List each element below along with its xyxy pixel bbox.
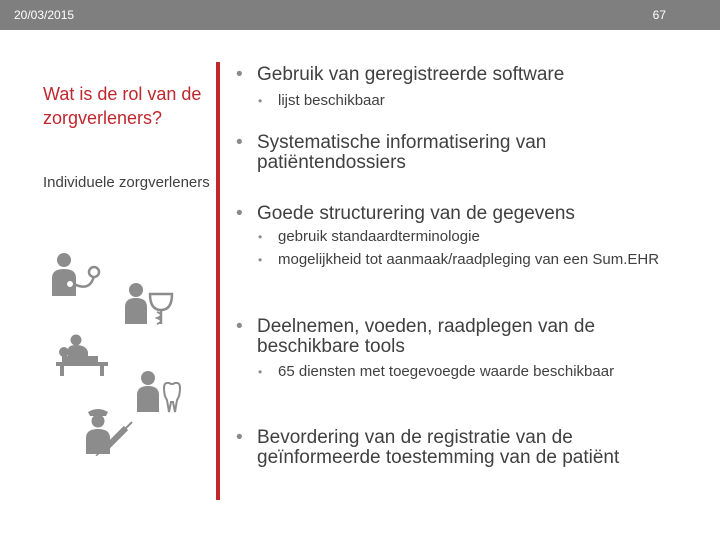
bullet-dot: •	[258, 230, 263, 244]
bullet-item: • Systematische informatisering van patiëntendossiers	[236, 132, 547, 173]
section-subtitle: Individuele zorgverleners	[43, 174, 210, 191]
bullet-dot: •	[258, 253, 263, 267]
vertical-divider	[216, 62, 220, 500]
nurse-syringe-icon	[84, 404, 134, 456]
bullet-dot: •	[258, 365, 263, 379]
doctor-stethoscope-icon	[50, 252, 106, 298]
patient-care-icon	[54, 334, 110, 376]
bullet-item: • Goede structurering van de gegevens	[236, 203, 575, 224]
bullet-dot: •	[236, 427, 243, 448]
slide-page-number: 67	[652, 8, 666, 22]
bullet-item: • Bevordering van de registratie van de geïnformeerde toestemming van de patiënt	[236, 427, 620, 468]
pharmacist-icon	[124, 282, 174, 326]
section-title: Wat is de rol van de zorgverleners?	[43, 84, 202, 128]
bullet-dot: •	[236, 316, 243, 337]
sub-bullet-item: • gebruik standaardterminologie	[258, 228, 480, 245]
slide-date: 20/03/2015	[14, 8, 75, 22]
bullet-dot: •	[236, 203, 243, 224]
bullet-dot: •	[236, 64, 243, 85]
sub-bullet-item: • 65 diensten met toegevoegde waarde beschikbaar	[258, 363, 615, 380]
bullet-item: • Gebruik van geregistreerde software	[236, 64, 565, 85]
sub-bullet-item: • mogelijkheid tot aanmaak/raadpleging van een Sum.EHR	[258, 251, 660, 268]
bullet-dot: •	[236, 132, 243, 153]
bullet-dot: •	[258, 94, 263, 108]
bullet-item: • Deelnemen, voeden, raadplegen van de beschikbare tools	[236, 316, 596, 357]
header-bar	[0, 0, 720, 30]
sub-bullet-item: • lijst beschikbaar	[258, 92, 385, 109]
dentist-icon	[136, 370, 182, 414]
